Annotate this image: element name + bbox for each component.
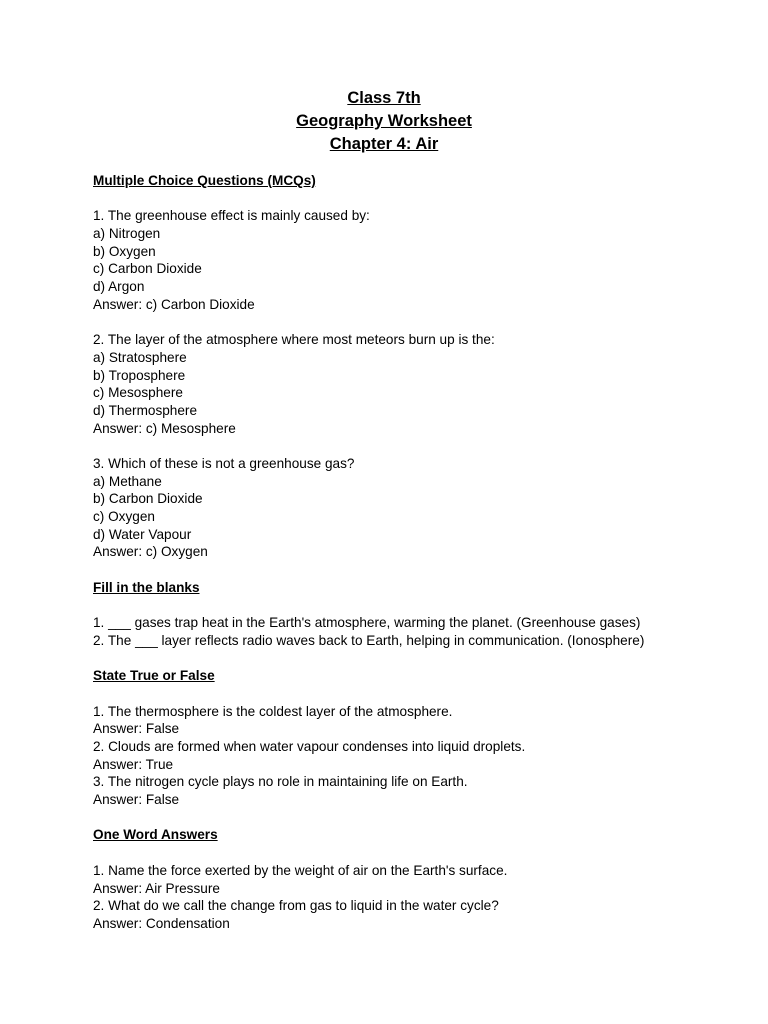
worksheet-content (93, 172, 753, 933)
mcq-question: 3. Which of these is not a greenhouse gas? (93, 456, 355, 471)
fill-blank-item: 1. ___ gases trap heat in the Earth's atmosphere, warming the planet. (Greenhouse gases) (93, 615, 641, 631)
mcq-question: 2. The layer of the atmosphere where most meteors burn up is the: (93, 332, 495, 348)
mcq-answer: Answer: c) Carbon Dioxide (93, 296, 255, 312)
fill-blanks-heading: Fill in the blanks (93, 579, 200, 595)
mcq-option: d) Water Vapour (93, 526, 192, 542)
mcq-option: d) Argon (93, 279, 145, 295)
worksheet-title (0, 87, 768, 156)
mcq-option: b) Troposphere (93, 367, 186, 383)
true-false-heading: State True or False (93, 668, 215, 684)
chapter-title: Chapter 4: Air (329, 135, 439, 153)
one-word-answer: Answer: Air Pressure (93, 880, 220, 896)
mcq-option: a) Nitrogen (93, 226, 161, 242)
mcq-answer: Answer: c) Mesosphere (93, 420, 236, 436)
true-false-answer: Answer: True (93, 756, 174, 772)
true-false-answer: Answer: False (93, 792, 180, 808)
mcq-answer: Answer: c) Oxygen (93, 544, 208, 560)
one-word-heading: One Word Answers (93, 827, 218, 843)
one-word-question: 2. What do we call the change from gas to liquid in the water cycle? (93, 898, 499, 914)
mcq-question: 1. The greenhouse effect is mainly caused by: (93, 208, 370, 224)
true-false-statement: 3. The nitrogen cycle plays no role in maintaining life on Earth. (93, 774, 468, 790)
mcq-option: a) Stratosphere (93, 349, 187, 365)
mcq-option: c) Oxygen (93, 509, 155, 525)
mcq-heading: Multiple Choice Questions (MCQs) (93, 173, 316, 188)
class-title: Class 7th (347, 89, 421, 107)
one-word-question: 1. Name the force exerted by the weight of air on the Earth's surface. (93, 862, 508, 878)
mcq-option: b) Carbon Dioxide (93, 491, 203, 507)
true-false-statement: 2. Clouds are formed when water vapour condenses into liquid droplets. (93, 739, 526, 754)
fill-blank-item: 2. The ___ layer reflects radio waves back to Earth, helping in communication. (Ionosphere) (93, 632, 645, 648)
true-false-statement: 1. The thermosphere is the coldest layer of the atmosphere. (93, 703, 453, 719)
subject-title: Geography Worksheet (296, 112, 472, 130)
mcq-option: a) Methane (93, 473, 162, 489)
one-word-answer: Answer: Condensation (93, 915, 230, 931)
mcq-option: c) Mesosphere (93, 385, 183, 401)
mcq-option: b) Oxygen (93, 243, 156, 259)
mcq-option: c) Carbon Dioxide (93, 261, 202, 277)
mcq-option: d) Thermosphere (93, 402, 198, 418)
true-false-answer: Answer: False (93, 721, 180, 737)
